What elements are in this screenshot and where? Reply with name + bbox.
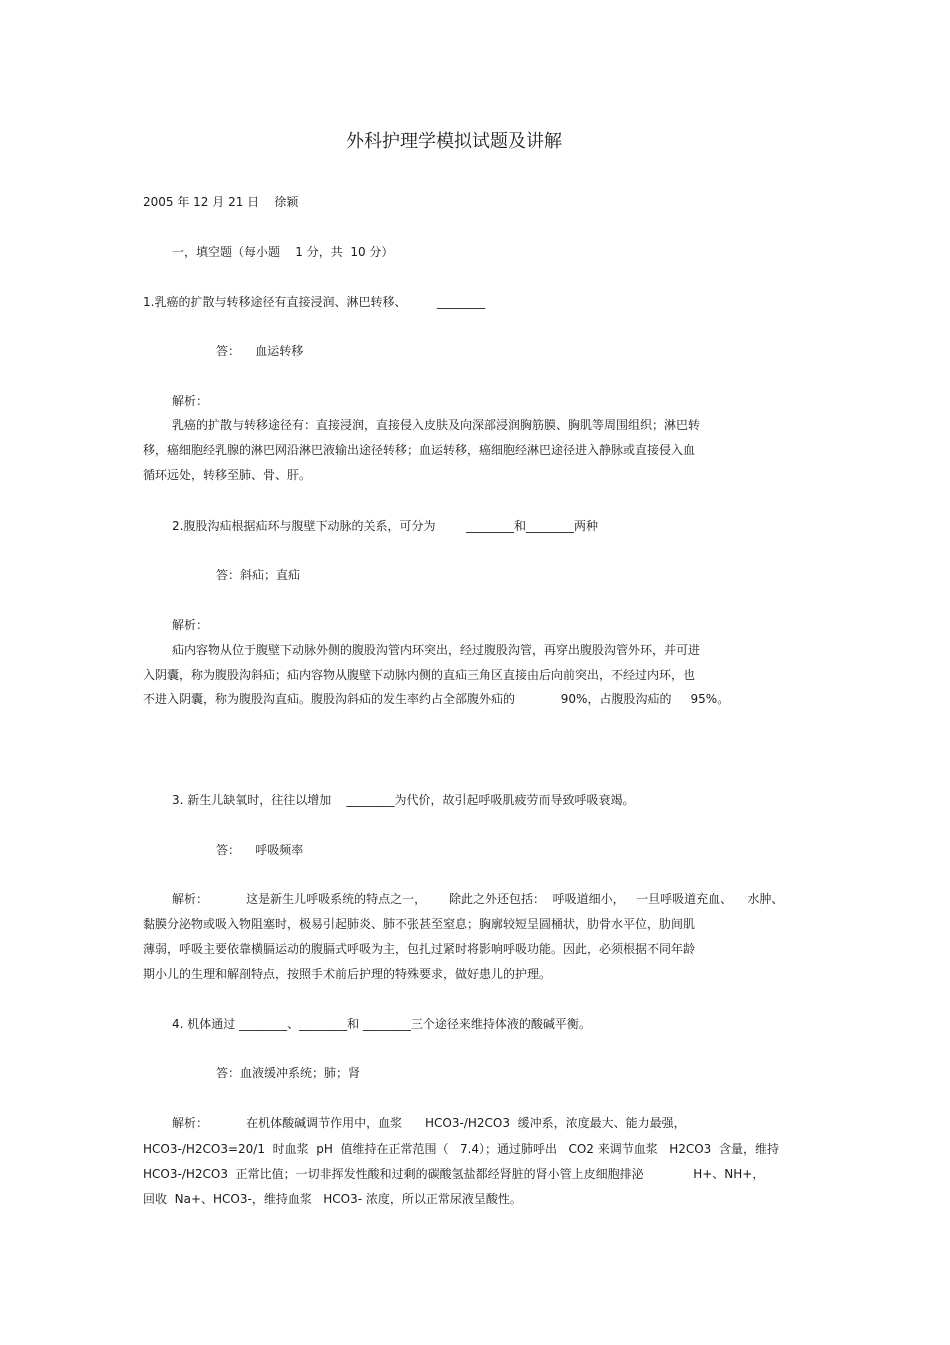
date-author: 2005 年 12 月 21 日 徐颖 [143, 195, 299, 209]
page-title: 外科护理学模拟试题及讲解 [346, 131, 562, 152]
answer-2: 答：斜疝；直疝 [216, 568, 301, 582]
analysis-1-line-2: 移，癌细胞经乳腺的淋巴网沿淋巴液输出途径转移；血运转移，癌细胞经淋巴途径进入静脉或直接侵入血 [143, 443, 696, 457]
section-heading: 一，填空题（每小题 1 分，共 10 分） [172, 245, 394, 259]
answer-4: 答：血液缓冲系统；肺；肾 [216, 1066, 361, 1080]
analysis-1-line-3: 循环远处，转移至肺、骨、肝。 [143, 468, 312, 482]
analysis-4-line-4: 回收 Na+、HCO3-，维持血浆 HCO3- 浓度，所以正常尿液呈酸性。 [143, 1192, 522, 1206]
analysis-label-1: 解析： [172, 394, 209, 408]
analysis-3-line-3: 薄弱，呼吸主要依靠横膈运动的腹膈式呼吸为主，包扎过紧时将影响呼吸功能。因此，必须根据不同年龄 [143, 942, 696, 956]
analysis-2-line-3: 不进入阴囊，称为腹股沟直疝。腹股沟斜疝的发生率约占全部腹外疝的 90%，占腹股沟疝的 95%。 [143, 692, 730, 706]
question-3: 3. 新生儿缺氧时，往往以增加 ________为代价，故引起呼吸肌疲劳而导致呼吸衰竭。 [172, 793, 635, 807]
analysis-label-2: 解析： [172, 618, 209, 632]
analysis-4-line-3: HCO3-/H2CO3 正常比值；一切非挥发性酸和过剩的碳酸氢盐都经肾脏的肾小管上皮细胞排泌 H+、NH+， [143, 1167, 765, 1181]
analysis-3-line-2: 黏膜分泌物或吸入物阻塞时，极易引起肺炎、肺不张甚至窒息；胸廓较短呈圆桶状，肋骨水平位，肋间肌 [143, 917, 696, 931]
answer-1: 答： 血运转移 [216, 344, 304, 358]
question-1: 1.乳癌的扩散与转移途径有直接浸润、淋巴转移、 ________ [143, 295, 485, 309]
answer-3: 答： 呼吸频率 [216, 843, 304, 857]
analysis-4-line-2: HCO3-/H2CO3=20/1 时血浆 pH 值维持在正常范围（ 7.4）；通过肺呼出 CO2 来调节血浆 H2CO3 含量，维持 [143, 1142, 779, 1156]
question-2: 2.腹股沟疝根据疝环与腹壁下动脉的关系，可分为 ________和________两种 [172, 519, 598, 533]
analysis-2-line-1: 疝内容物从位于腹壁下动脉外侧的腹股沟管内环突出，经过腹股沟管，再穿出腹股沟管外环，并可进 [172, 643, 701, 657]
analysis-2-line-2: 入阴囊，称为腹股沟斜疝；疝内容物从腹壁下动脉内侧的直疝三角区直接由后向前突出，不经过内环，也 [143, 668, 696, 682]
analysis-3-line-1: 解析： 这是新生儿呼吸系统的特点之一， 除此之外还包括： 呼吸道细小， 一旦呼吸道充血、 水肿、 [172, 892, 784, 906]
analysis-1-line-1: 乳癌的扩散与转移途径有：直接浸润，直接侵入皮肤及向深部浸润胸筋膜、胸肌等周围组织；淋巴转 [172, 418, 701, 432]
analysis-4-line-1: 解析： 在机体酸碱调节作用中，血浆 HCO3-/H2CO3 缓冲系，浓度最大、能力最强， [172, 1116, 686, 1130]
analysis-3-line-4: 期小儿的生理和解剖特点，按照手术前后护理的特殊要求，做好患儿的护理。 [143, 967, 552, 981]
question-4: 4. 机体通过 ________、________和 ________三个途径来维持体液的酸碱平衡。 [172, 1017, 591, 1031]
